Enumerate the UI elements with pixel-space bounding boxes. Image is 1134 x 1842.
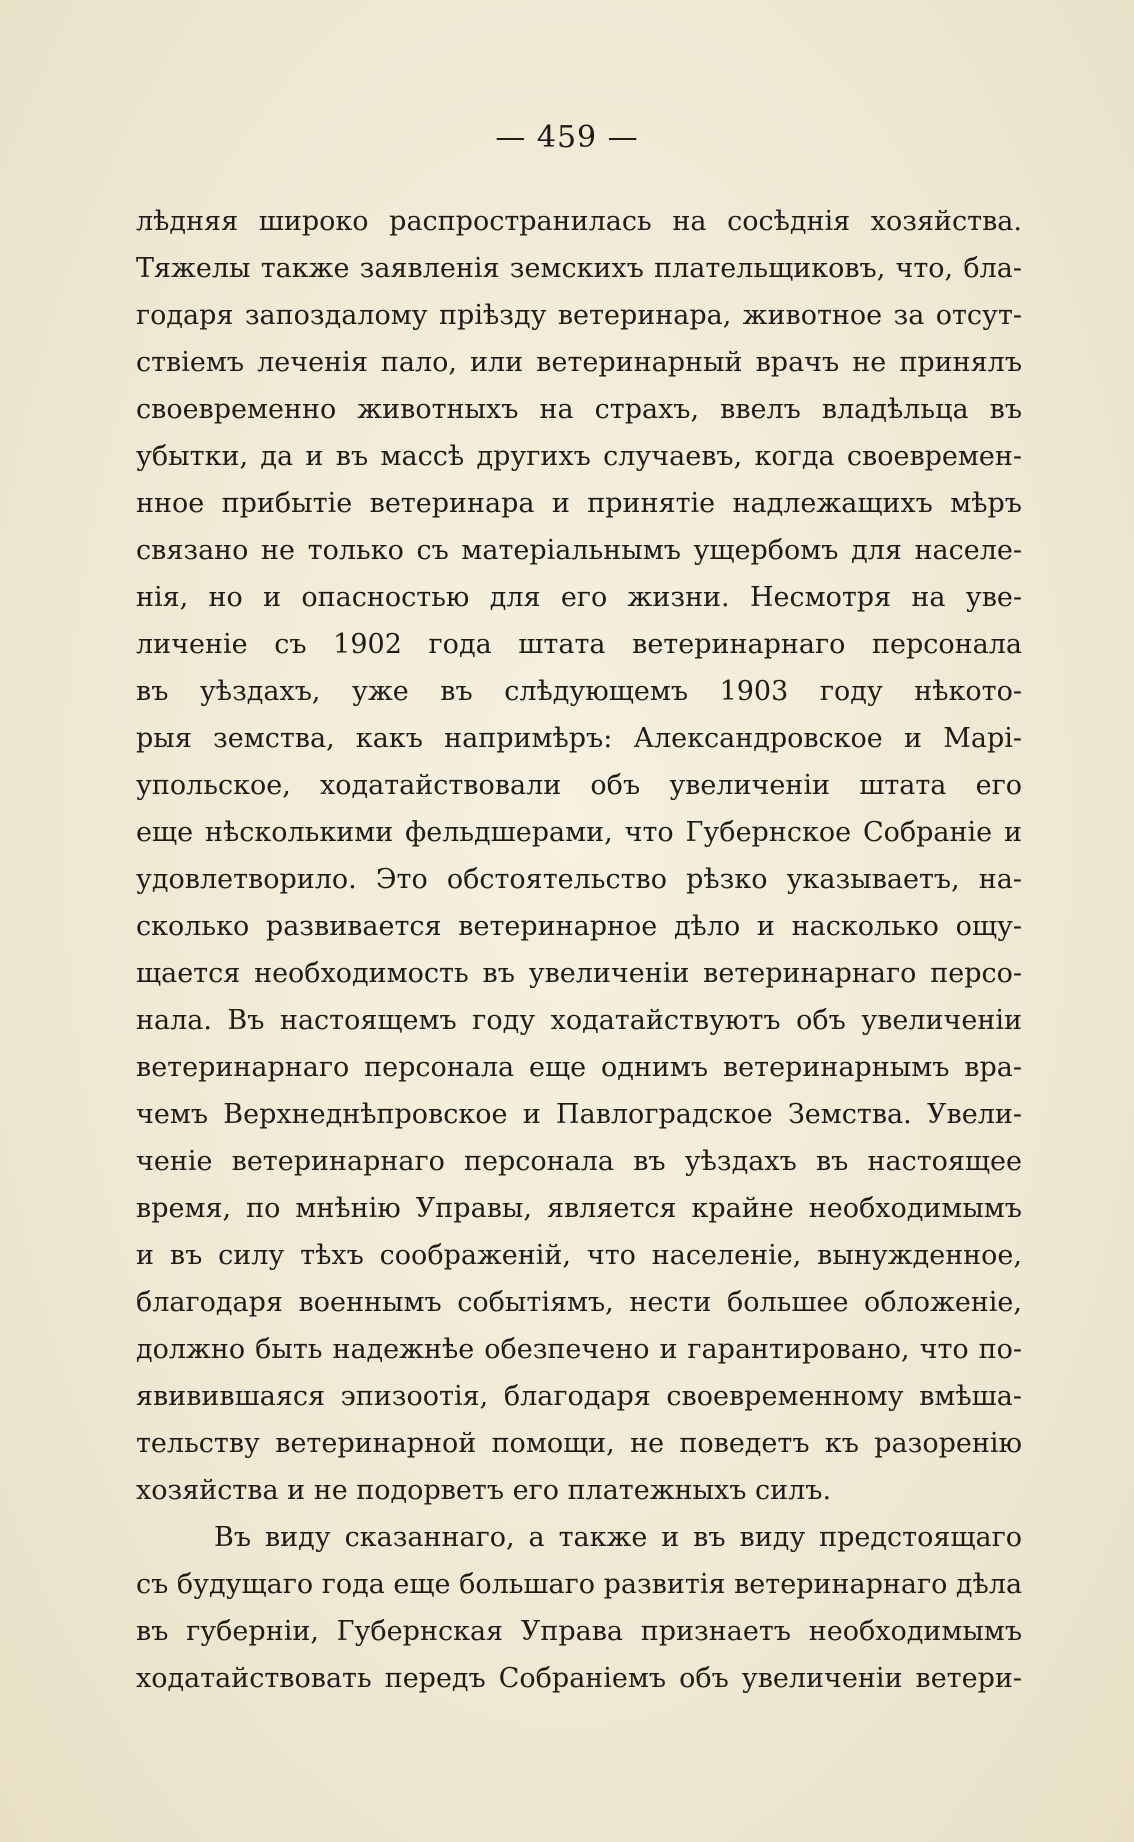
text-line: своевременно животныхъ на страхъ, ввелъ владѣльца въ xyxy=(136,394,1022,425)
body-text xyxy=(136,198,1022,1702)
text-line: Въ виду сказаннаго, а также и въ виду предстоящаго xyxy=(214,1522,1022,1553)
text-line: еще нѣсколькими фельдшерами, что Губернское Собраніе и xyxy=(136,817,1022,848)
text-line: сколько развивается ветеринарное дѣло и насколько ощу- xyxy=(136,911,1022,942)
text-line: нное прибытіе ветеринара и принятіе надлежащихъ мѣръ xyxy=(136,488,1022,519)
text-line: хозяйства и не подорветъ его платежныхъ силъ. xyxy=(136,1475,832,1506)
paragraph-1 xyxy=(136,198,1022,1514)
text-line: въ уѣздахъ, уже въ слѣдующемъ 1903 году нѣкото- xyxy=(136,676,1022,707)
text-line: личеніе съ 1902 года штата ветеринарнаго персонала xyxy=(136,629,1022,660)
text-line: нала. Въ настоящемъ году ходатайствуютъ объ увеличеніи xyxy=(136,1005,1022,1036)
text-line: и въ силу тѣхъ соображеній, что населеніе, вынужденное, xyxy=(136,1240,1022,1271)
text-line: ченіе ветеринарнаго персонала въ уѣздахъ въ настоящее xyxy=(136,1146,1022,1177)
text-line: благодаря военнымъ событіямъ, нести большее обложеніе, xyxy=(136,1287,1022,1318)
text-line: связано не только съ матеріальнымъ ущербомъ для населе- xyxy=(136,535,1022,566)
text-line: Тяжелы также заявленія земскихъ плательщиковъ, что, бла- xyxy=(136,253,1022,284)
text-line: годаря запоздалому пріѣзду ветеринара, животное за отсут- xyxy=(136,300,1022,331)
text-line: тельству ветеринарной помощи, не поведетъ къ разоренію xyxy=(136,1428,1022,1459)
text-line: рыя земства, какъ напримѣръ: Александровское и Марі- xyxy=(136,723,1022,754)
text-line: ствіемъ леченія пало, или ветеринарный врачъ не принялъ xyxy=(136,347,1022,378)
text-line: удовлетворило. Это обстоятельство рѣзко указываетъ, на- xyxy=(136,864,1022,895)
text-line: время, по мнѣнію Управы, является крайне необходимымъ xyxy=(136,1193,1022,1224)
text-line: чемъ Верхнеднѣпровское и Павлоградское Земства. Увели- xyxy=(136,1099,1022,1130)
text-line: должно быть надежнѣе обезпечено и гарантировано, что по- xyxy=(136,1334,1022,1365)
text-line: ветеринарнаго персонала еще однимъ ветеринарнымъ вра- xyxy=(136,1052,1022,1083)
page-number: — 459 — xyxy=(495,120,639,155)
text-line: нія, но и опасностью для его жизни. Несмотря на уве- xyxy=(136,582,1022,613)
text-line: упольское, ходатайствовали объ увеличеніи штата его xyxy=(136,770,1022,801)
text-line: въ губерніи, Губернская Управа признаетъ необходимымъ xyxy=(136,1616,1022,1647)
text-line: убытки, да и въ массѣ другихъ случаевъ, когда своевремен- xyxy=(136,441,1022,472)
text-line: лѣдняя широко распространилась на сосѣднія хозяйства. xyxy=(136,206,1022,237)
text-line: явивившаяся эпизоотія, благодаря своевременному вмѣша- xyxy=(136,1381,1022,1412)
paragraph-2 xyxy=(136,1514,1022,1702)
text-line: съ будущаго года еще большаго развитія ветеринарнаго дѣла xyxy=(136,1569,1022,1600)
text-line: ходатайствовать передъ Собраніемъ объ увеличеніи ветери- xyxy=(136,1663,1022,1694)
text-line: щается необходимость въ увеличеніи ветеринарнаго персо- xyxy=(136,958,1022,989)
